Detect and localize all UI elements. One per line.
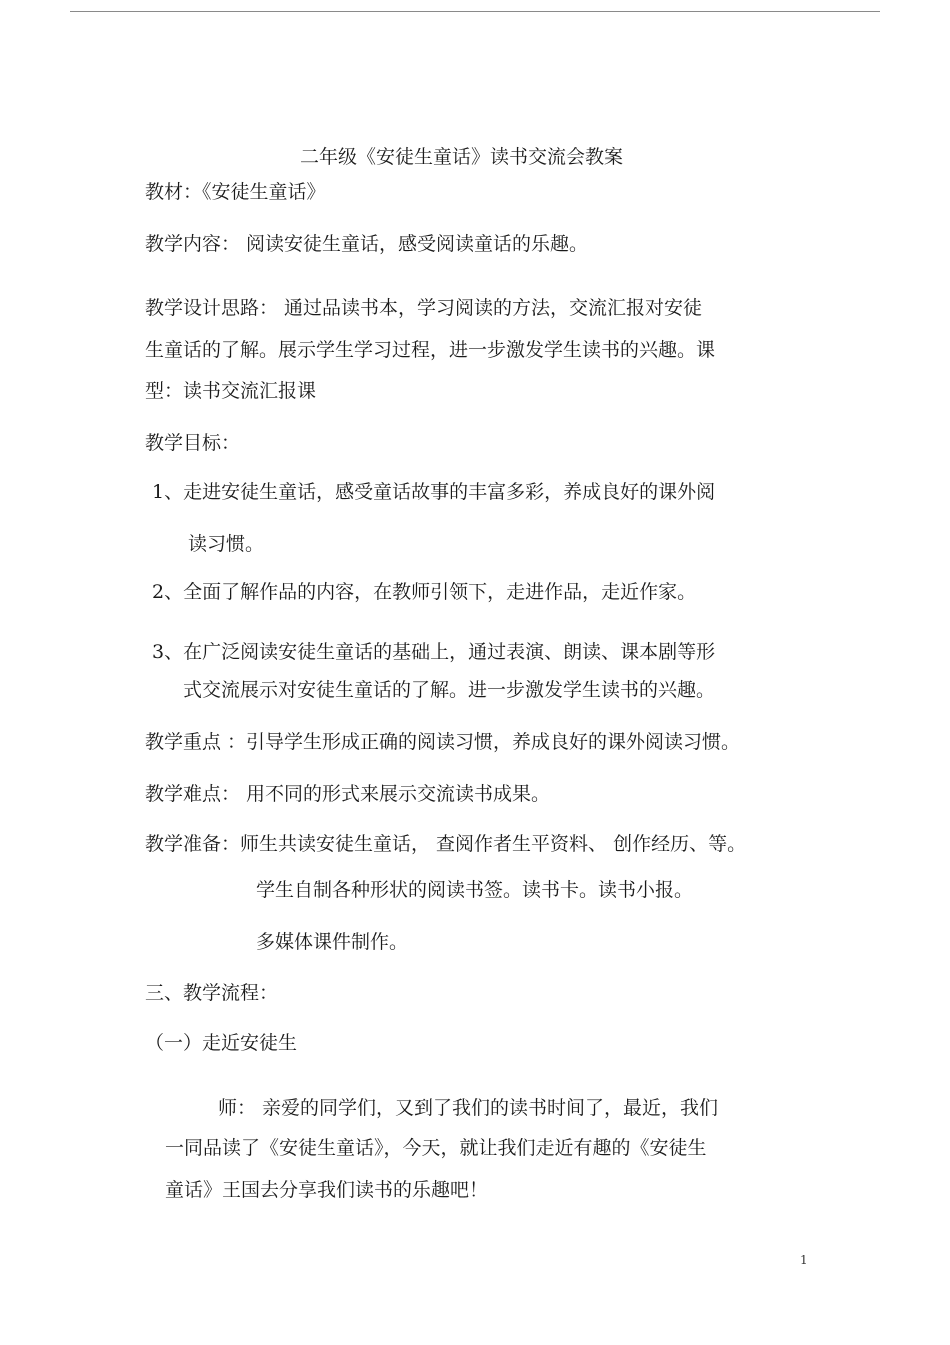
goals-heading: 教学目标： xyxy=(145,432,241,454)
page-number: 1 xyxy=(800,1253,808,1267)
prep-line-1: 教学准备：师生共读安徒生童话， 查阅作者生平资料、 创作经历、等。 xyxy=(145,833,747,855)
header-rule xyxy=(70,11,880,12)
design-line-2: 生童话的了解。展示学生学习过程，进一步激发学生读书的兴趣。课 xyxy=(145,339,716,361)
key-point: 教学重点 ：引导学生形成正确的阅读习惯，养成良好的课外阅读习惯。 xyxy=(145,731,741,753)
goal-3-line-2: 式交流展示对安徒生童话的了解。进一步激发学生读书的兴趣。 xyxy=(183,679,716,701)
design-line-3: 型：读书交流汇报课 xyxy=(145,380,317,402)
teacher-line-3: 童话》王国去分享我们读书的乐趣吧！ xyxy=(165,1179,489,1201)
content-line: 教学内容： 阅读安徒生童话，感受阅读童话的乐趣。 xyxy=(145,233,589,255)
material-line: 教材：《安徒生童话》 xyxy=(145,181,326,203)
goal-2: 2、全面了解作品的内容，在教师引领下，走进作品，走近作家。 xyxy=(152,581,697,603)
prep-line-2: 学生自制各种形状的阅读书签。读书卡。读书小报。 xyxy=(256,879,694,901)
teacher-line-1: 师： 亲爱的同学们，又到了我们的读书时间了，最近，我们 xyxy=(218,1097,719,1119)
flow-heading: 三、教学流程： xyxy=(145,982,279,1004)
difficulty: 教学难点： 用不同的形式来展示交流读书成果。 xyxy=(145,783,551,805)
goal-1-line-1: 1、走进安徒生童话，感受童话故事的丰富多彩，养成良好的课外阅 xyxy=(152,481,716,503)
design-line-1: 教学设计思路： 通过品读书本，学习阅读的方法，交流汇报对安徒 xyxy=(145,297,703,319)
goal-1-line-2: 读习惯。 xyxy=(188,533,265,555)
goal-3-line-1: 3、在广泛阅读安徒生童话的基础上，通过表演、朗读、课本剧等形 xyxy=(152,641,716,663)
document-title: 二年级《安徒生童话》读书交流会教案 xyxy=(300,146,624,168)
teacher-line-2: 一同品读了《安徒生童话》，今天，就让我们走近有趣的《安徒生 xyxy=(165,1137,707,1159)
section-heading: （一）走近安徒生 xyxy=(145,1032,298,1054)
prep-line-3: 多媒体课件制作。 xyxy=(256,931,409,953)
